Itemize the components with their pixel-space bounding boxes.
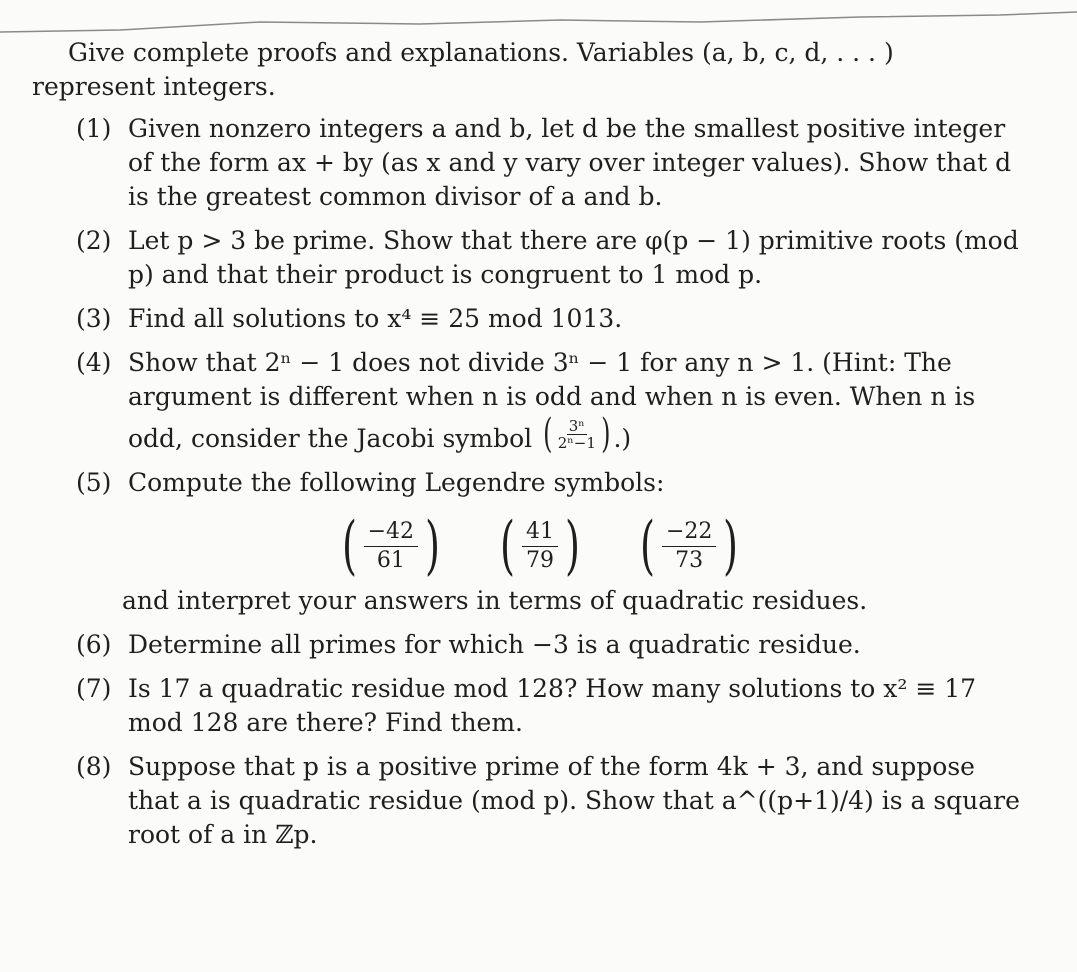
legendre-top: −22 [662, 518, 716, 547]
legendre-symbol: ( 41 79 ) [500, 509, 580, 583]
problem-8 [32, 750, 1022, 852]
legendre-bottom: 73 [675, 547, 704, 573]
problem-number: (6) [76, 630, 112, 659]
problem-1 [32, 112, 1022, 214]
problem-text: Determine all primes for which −3 is a quadratic residue. [128, 630, 861, 659]
legendre-bottom: 79 [526, 547, 554, 573]
problem-number: (3) [76, 304, 112, 333]
problem-3 [32, 302, 1022, 336]
torn-page-edge [0, 0, 1077, 40]
instructions: Give complete proofs and explanations. Variables (a, b, c, d, . . . ) represent integers. [32, 38, 894, 101]
legendre-symbols [58, 509, 1022, 583]
legendre-symbol: ( −22 73 ) [639, 509, 739, 583]
problem-6 [32, 628, 1022, 662]
problem-number: (2) [76, 226, 112, 255]
problem-number: (4) [76, 348, 112, 377]
jacobi-denominator: 2ⁿ−1 [557, 433, 596, 452]
problem-text: Let p > 3 be prime. Show that there are φ(p − 1) primitive roots (mod p) and that their product is congruent to 1 mod p. [128, 226, 1019, 289]
jacobi-symbol: ( $\frac{\text{3ⁿ}}{\text{2ⁿ−1}}$ ) [543, 411, 611, 457]
legendre-top: −42 [364, 518, 418, 547]
problem-number: (7) [76, 674, 112, 703]
problem-followup: and interpret your answers in terms of quadratic residues. [122, 586, 868, 615]
problem-2 [32, 224, 1022, 292]
legendre-symbol: ( −42 61 ) [341, 509, 441, 583]
problem-text: Given nonzero integers a and b, let d be the smallest positive integer of the form ax + by (as x and y vary over integer values). Show that d is the greatest common divisor of a and b. [128, 114, 1012, 211]
legendre-top: 41 [522, 518, 558, 547]
legendre-bottom: 61 [376, 547, 405, 573]
problem-text: Suppose that p is a positive prime of the form 4k + 3, and suppose that a is quadratic residue (mod p). Show that a^((p+1)/4) is a square root of a in ℤp. [128, 752, 1020, 849]
jacobi-numerator: 3ⁿ [568, 416, 585, 435]
problem-tail: .) [613, 424, 632, 453]
problem-text: Compute the following Legendre symbols: [128, 468, 665, 497]
problem-number: (8) [76, 752, 112, 781]
problem-5 [32, 466, 1022, 618]
problem-4 [32, 346, 1022, 456]
problem-text: Is 17 a quadratic residue mod 128? How many solutions to x² ≡ 17 mod 128 are there? Find them. [128, 674, 977, 737]
problem-number: (5) [76, 468, 112, 497]
problem-number: (1) [76, 114, 112, 143]
problem-sheet [32, 36, 1022, 862]
problem-7 [32, 672, 1022, 740]
problem-text: Find all solutions to x⁴ ≡ 25 mod 1013. [128, 304, 623, 333]
problem-text: Show that 2ⁿ − 1 does not divide 3ⁿ − 1 for any n > 1. (Hint: The argument is different when n is odd and when n is even. When n is odd, consider the Jacobi symbol [128, 348, 976, 453]
